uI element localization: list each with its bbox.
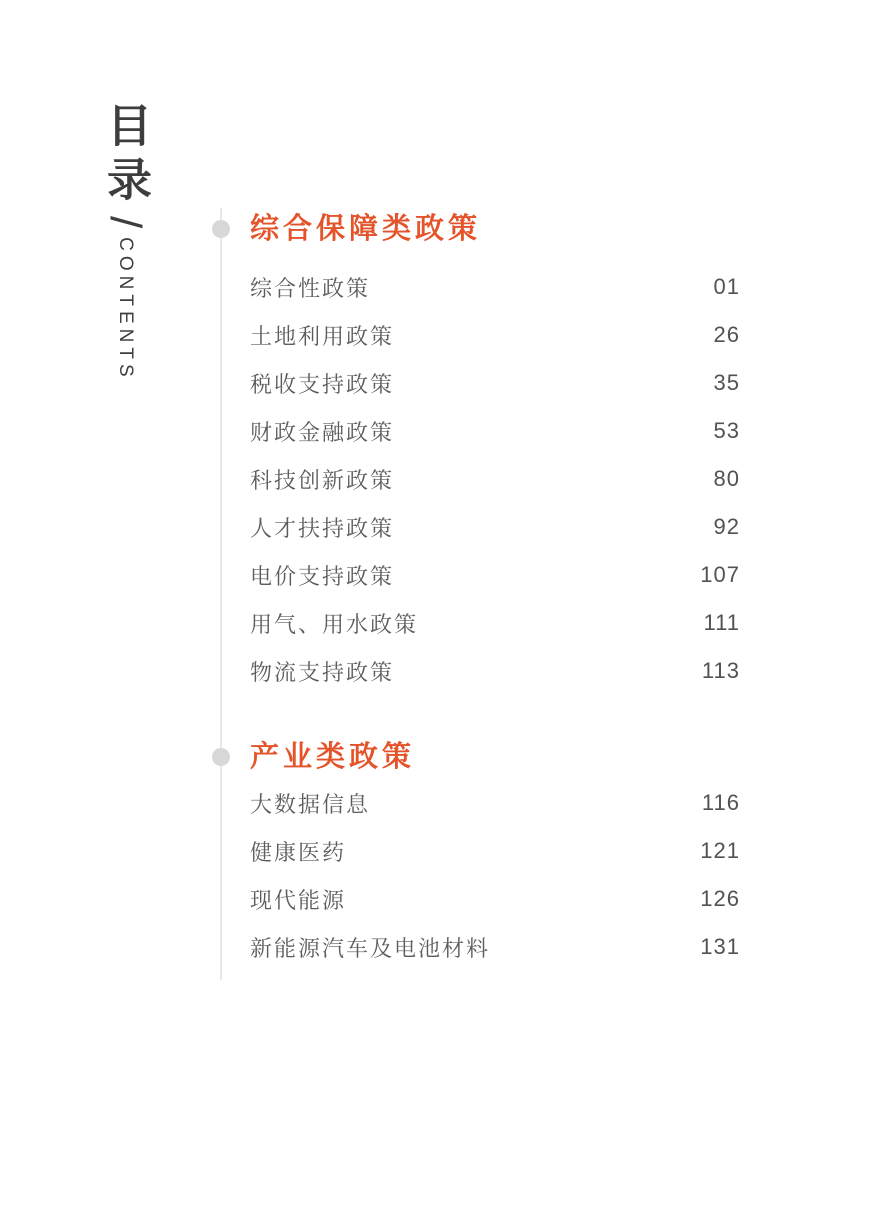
toc-item-page-number: 92 (713, 514, 740, 539)
toc-row[interactable] (250, 263, 740, 311)
section-title-text: 综合保障类政策 (250, 213, 482, 245)
section-bullet-dot (212, 748, 230, 766)
section-guide-line (220, 208, 222, 980)
wave-decoration (0, 956, 870, 1228)
toc-item-page-number: 131 (700, 934, 740, 959)
section-bullet-dot (212, 220, 230, 238)
toc-row[interactable] (250, 407, 740, 455)
toc-item-page-number: 80 (713, 466, 740, 491)
toc-row[interactable] (250, 311, 740, 359)
toc-row[interactable] (250, 551, 740, 599)
toc-item-page-number: 35 (713, 370, 740, 395)
toc-item-label: 税收支持政策 (250, 371, 395, 397)
toc-row[interactable] (250, 503, 740, 551)
toc-item-page-number: 01 (713, 274, 740, 299)
toc-item-label: 用气、用水政策 (250, 611, 419, 637)
toc-row[interactable] (250, 875, 740, 923)
toc-item-page-number: 121 (700, 838, 740, 863)
toc-item-label: 现代能源 (250, 887, 347, 913)
page-title-english: CONTENTS (115, 237, 136, 382)
page-title (99, 102, 151, 382)
toc-item-list (250, 779, 740, 971)
toc-item-page-number: 107 (700, 562, 740, 587)
toc-item-label: 大数据信息 (250, 791, 371, 817)
toc-row[interactable] (250, 779, 740, 827)
toc-row[interactable] (250, 647, 740, 695)
toc-item-page-number: 111 (703, 610, 740, 635)
toc-item-label: 土地利用政策 (250, 323, 395, 349)
toc-row[interactable] (250, 923, 740, 971)
toc-item-label: 电价支持政策 (250, 563, 395, 589)
toc-item-label: 人才扶持政策 (250, 515, 395, 541)
toc-section (250, 735, 740, 971)
toc-item-label: 综合性政策 (250, 275, 371, 301)
toc-item-label: 健康医药 (250, 839, 347, 865)
toc-item-page-number: 116 (701, 790, 740, 815)
section-title-text: 产业类政策 (250, 741, 416, 773)
toc-item-label: 新能源汽车及电池材料 (250, 935, 491, 961)
toc-item-label: 科技创新政策 (250, 467, 395, 493)
toc-section (250, 202, 740, 695)
toc-item-page-number: 26 (713, 322, 740, 347)
title-slash-divider: / (101, 216, 150, 229)
page-title-chinese: 目录 (100, 102, 151, 210)
toc-row[interactable] (250, 359, 740, 407)
section-title (250, 202, 740, 256)
toc-item-page-number: 126 (700, 886, 740, 911)
section-title (250, 735, 740, 779)
toc-item-page-number: 113 (701, 658, 740, 683)
toc-item-label: 财政金融政策 (250, 419, 395, 445)
toc-item-label: 物流支持政策 (250, 659, 395, 685)
toc-item-page-number: 53 (713, 418, 740, 443)
toc-row[interactable] (250, 455, 740, 503)
toc-row[interactable] (250, 599, 740, 647)
toc-row[interactable] (250, 827, 740, 875)
toc-item-list (250, 263, 740, 695)
